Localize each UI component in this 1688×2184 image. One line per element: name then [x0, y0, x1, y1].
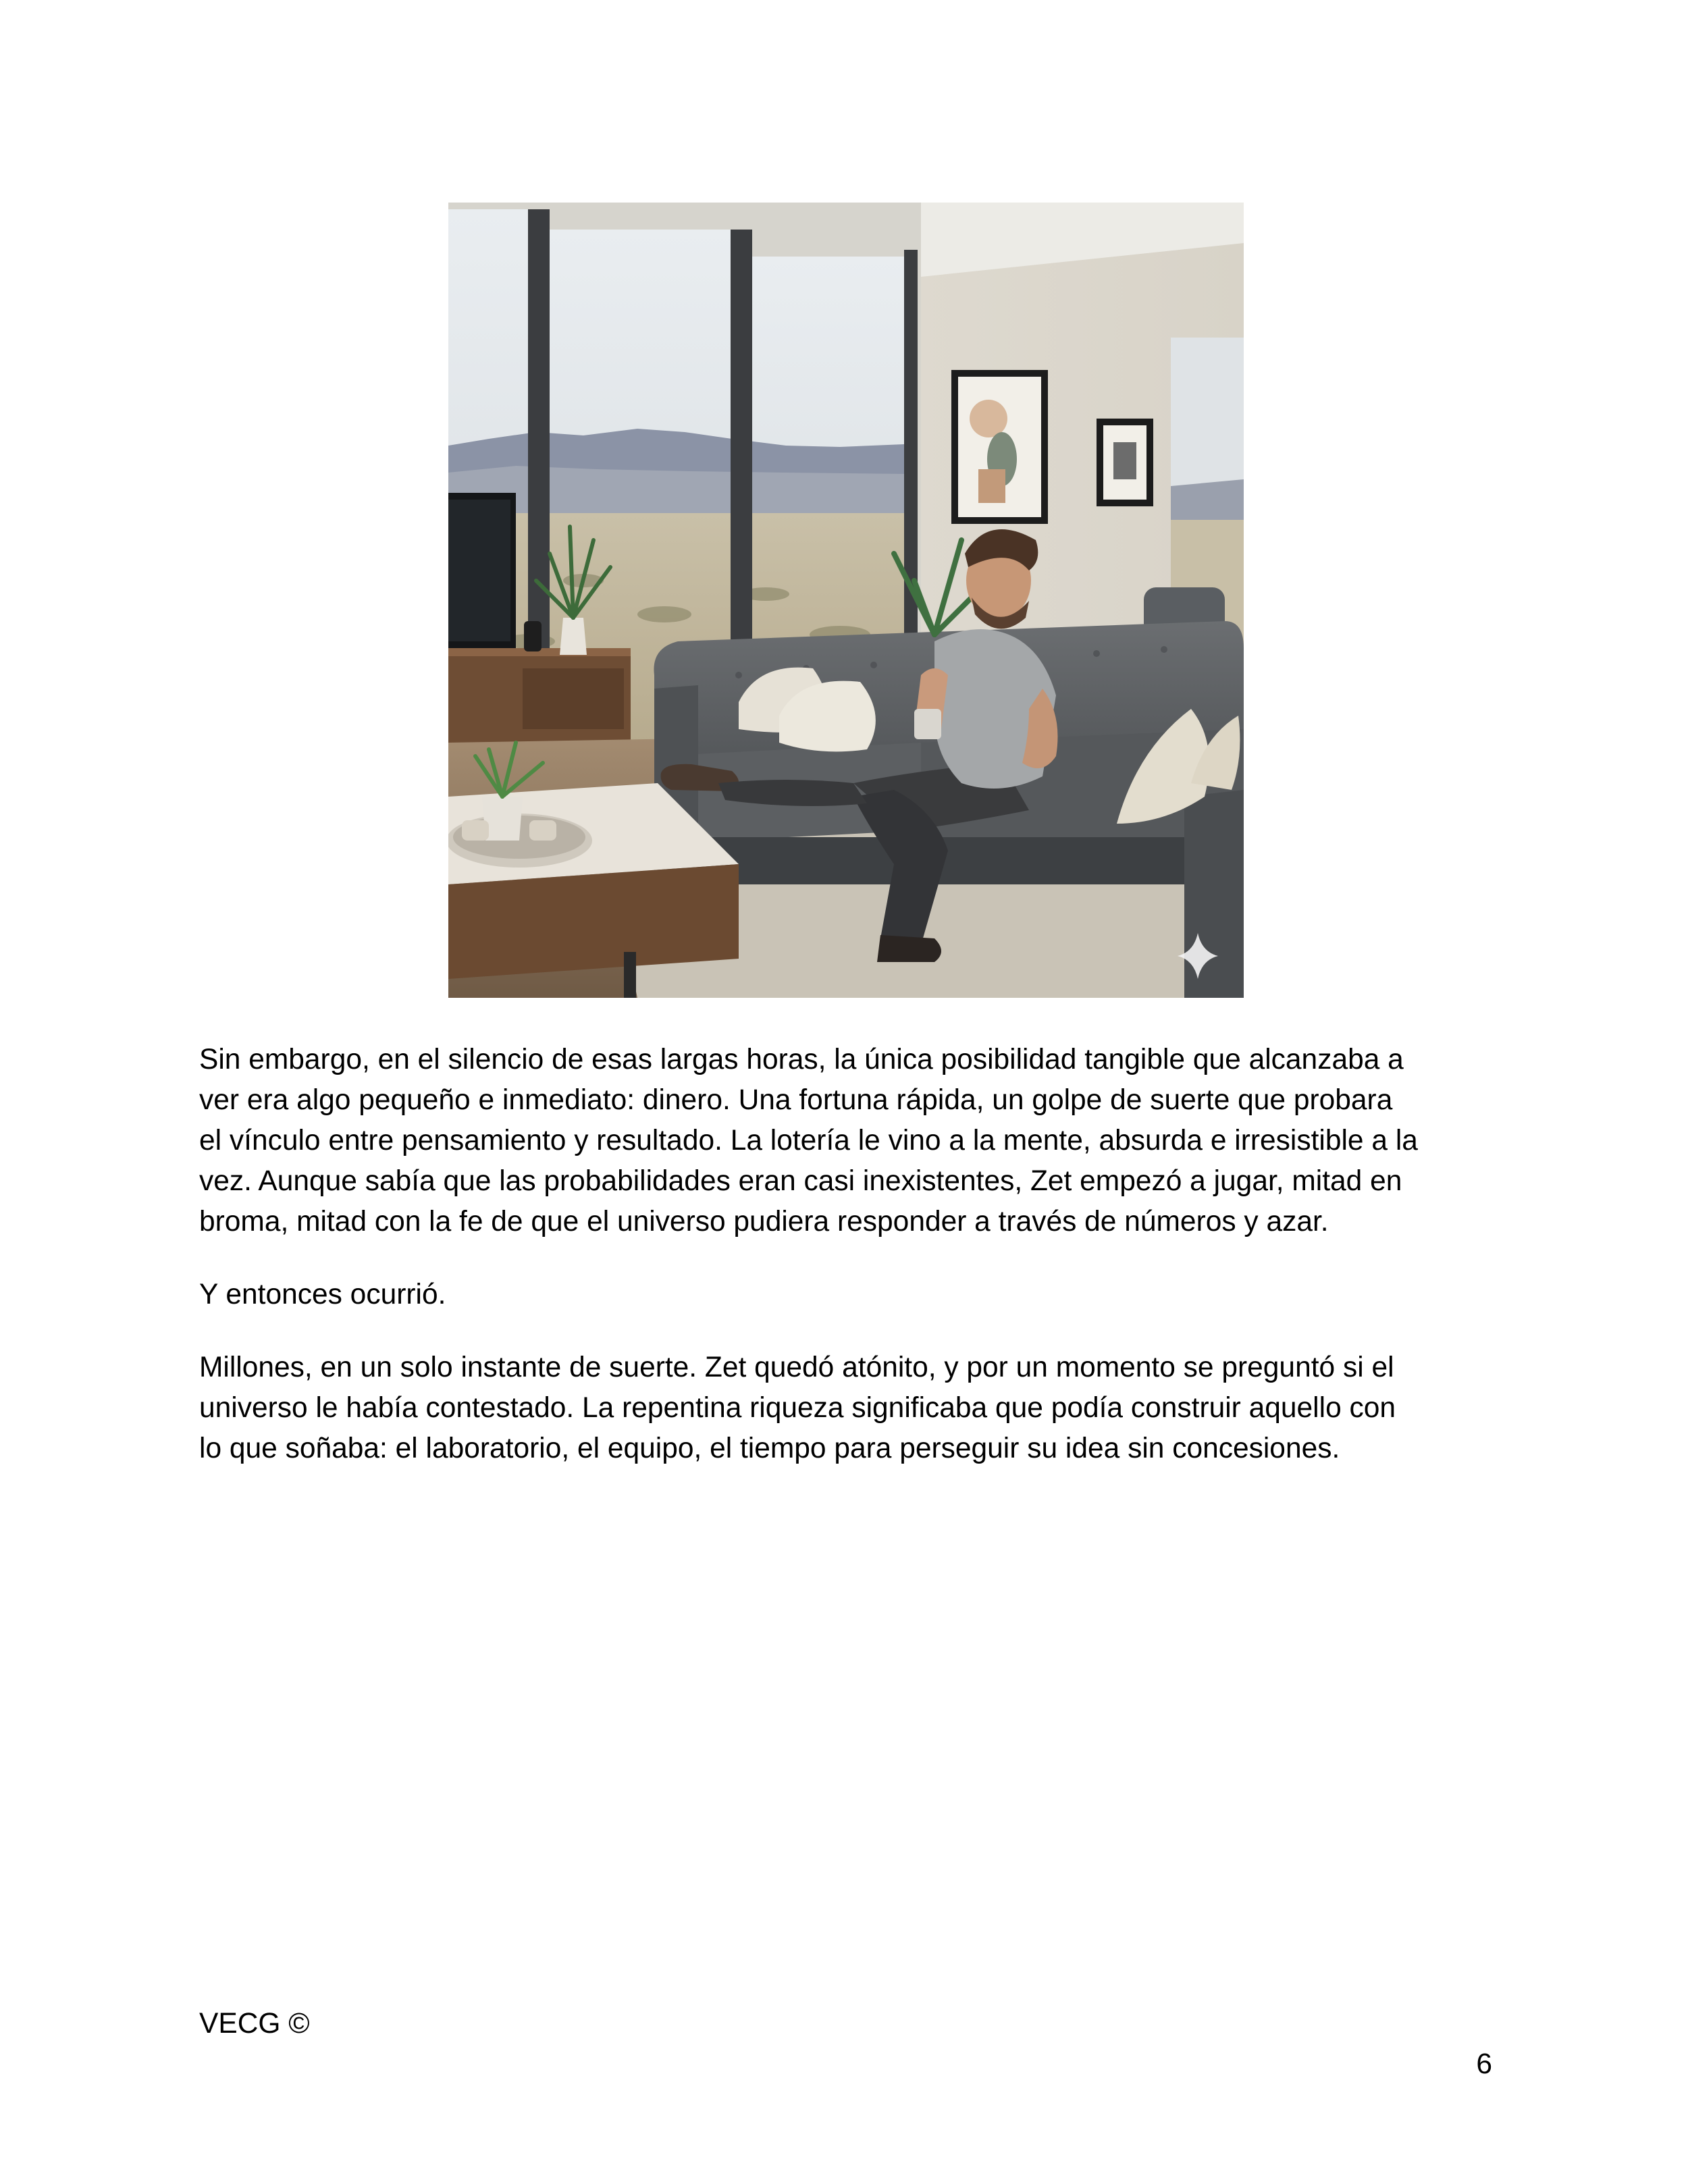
text-line: el vínculo entre pensamiento y resultado. La lotería le vino a la mente, absurda e irresistible a la [199, 1125, 1418, 1156]
page-number: 6 [1476, 2048, 1492, 2080]
text-line: Millones, en un solo instante de suerte. Zet quedó atónito, y por un momento se preguntó si el [199, 1352, 1394, 1383]
text-line: ver era algo pequeño e inmediato: dinero. Una fortuna rápida, un golpe de suerte que probara [199, 1084, 1393, 1116]
text-line: vez. Aunque sabía que las probabilidades eran casi inexistentes, Zet empezó a jugar, mitad en [199, 1165, 1402, 1197]
text-line: Sin embargo, en el silencio de esas largas horas, la única posibilidad tangible que alcanzaba a [199, 1044, 1404, 1075]
paragraph-3 [199, 1348, 1502, 1469]
footer-copyright: VECG © [199, 2008, 310, 2040]
text-line: universo le había contestado. La repentina riqueza significaba que podía construir aquello con [199, 1392, 1396, 1424]
paragraph-2 [199, 1275, 1502, 1315]
living-room-illustration [448, 203, 1244, 998]
paragraph-1 [199, 1040, 1502, 1242]
text-line: Y entonces ocurrió. [199, 1279, 446, 1310]
text-line: lo que soñaba: el laboratorio, el equipo, el tiempo para perseguir su idea sin concesiones. [199, 1433, 1340, 1464]
body-text [199, 1040, 1502, 1501]
text-line: broma, mitad con la fe de que el universo pudiera responder a través de números y azar. [199, 1206, 1329, 1237]
